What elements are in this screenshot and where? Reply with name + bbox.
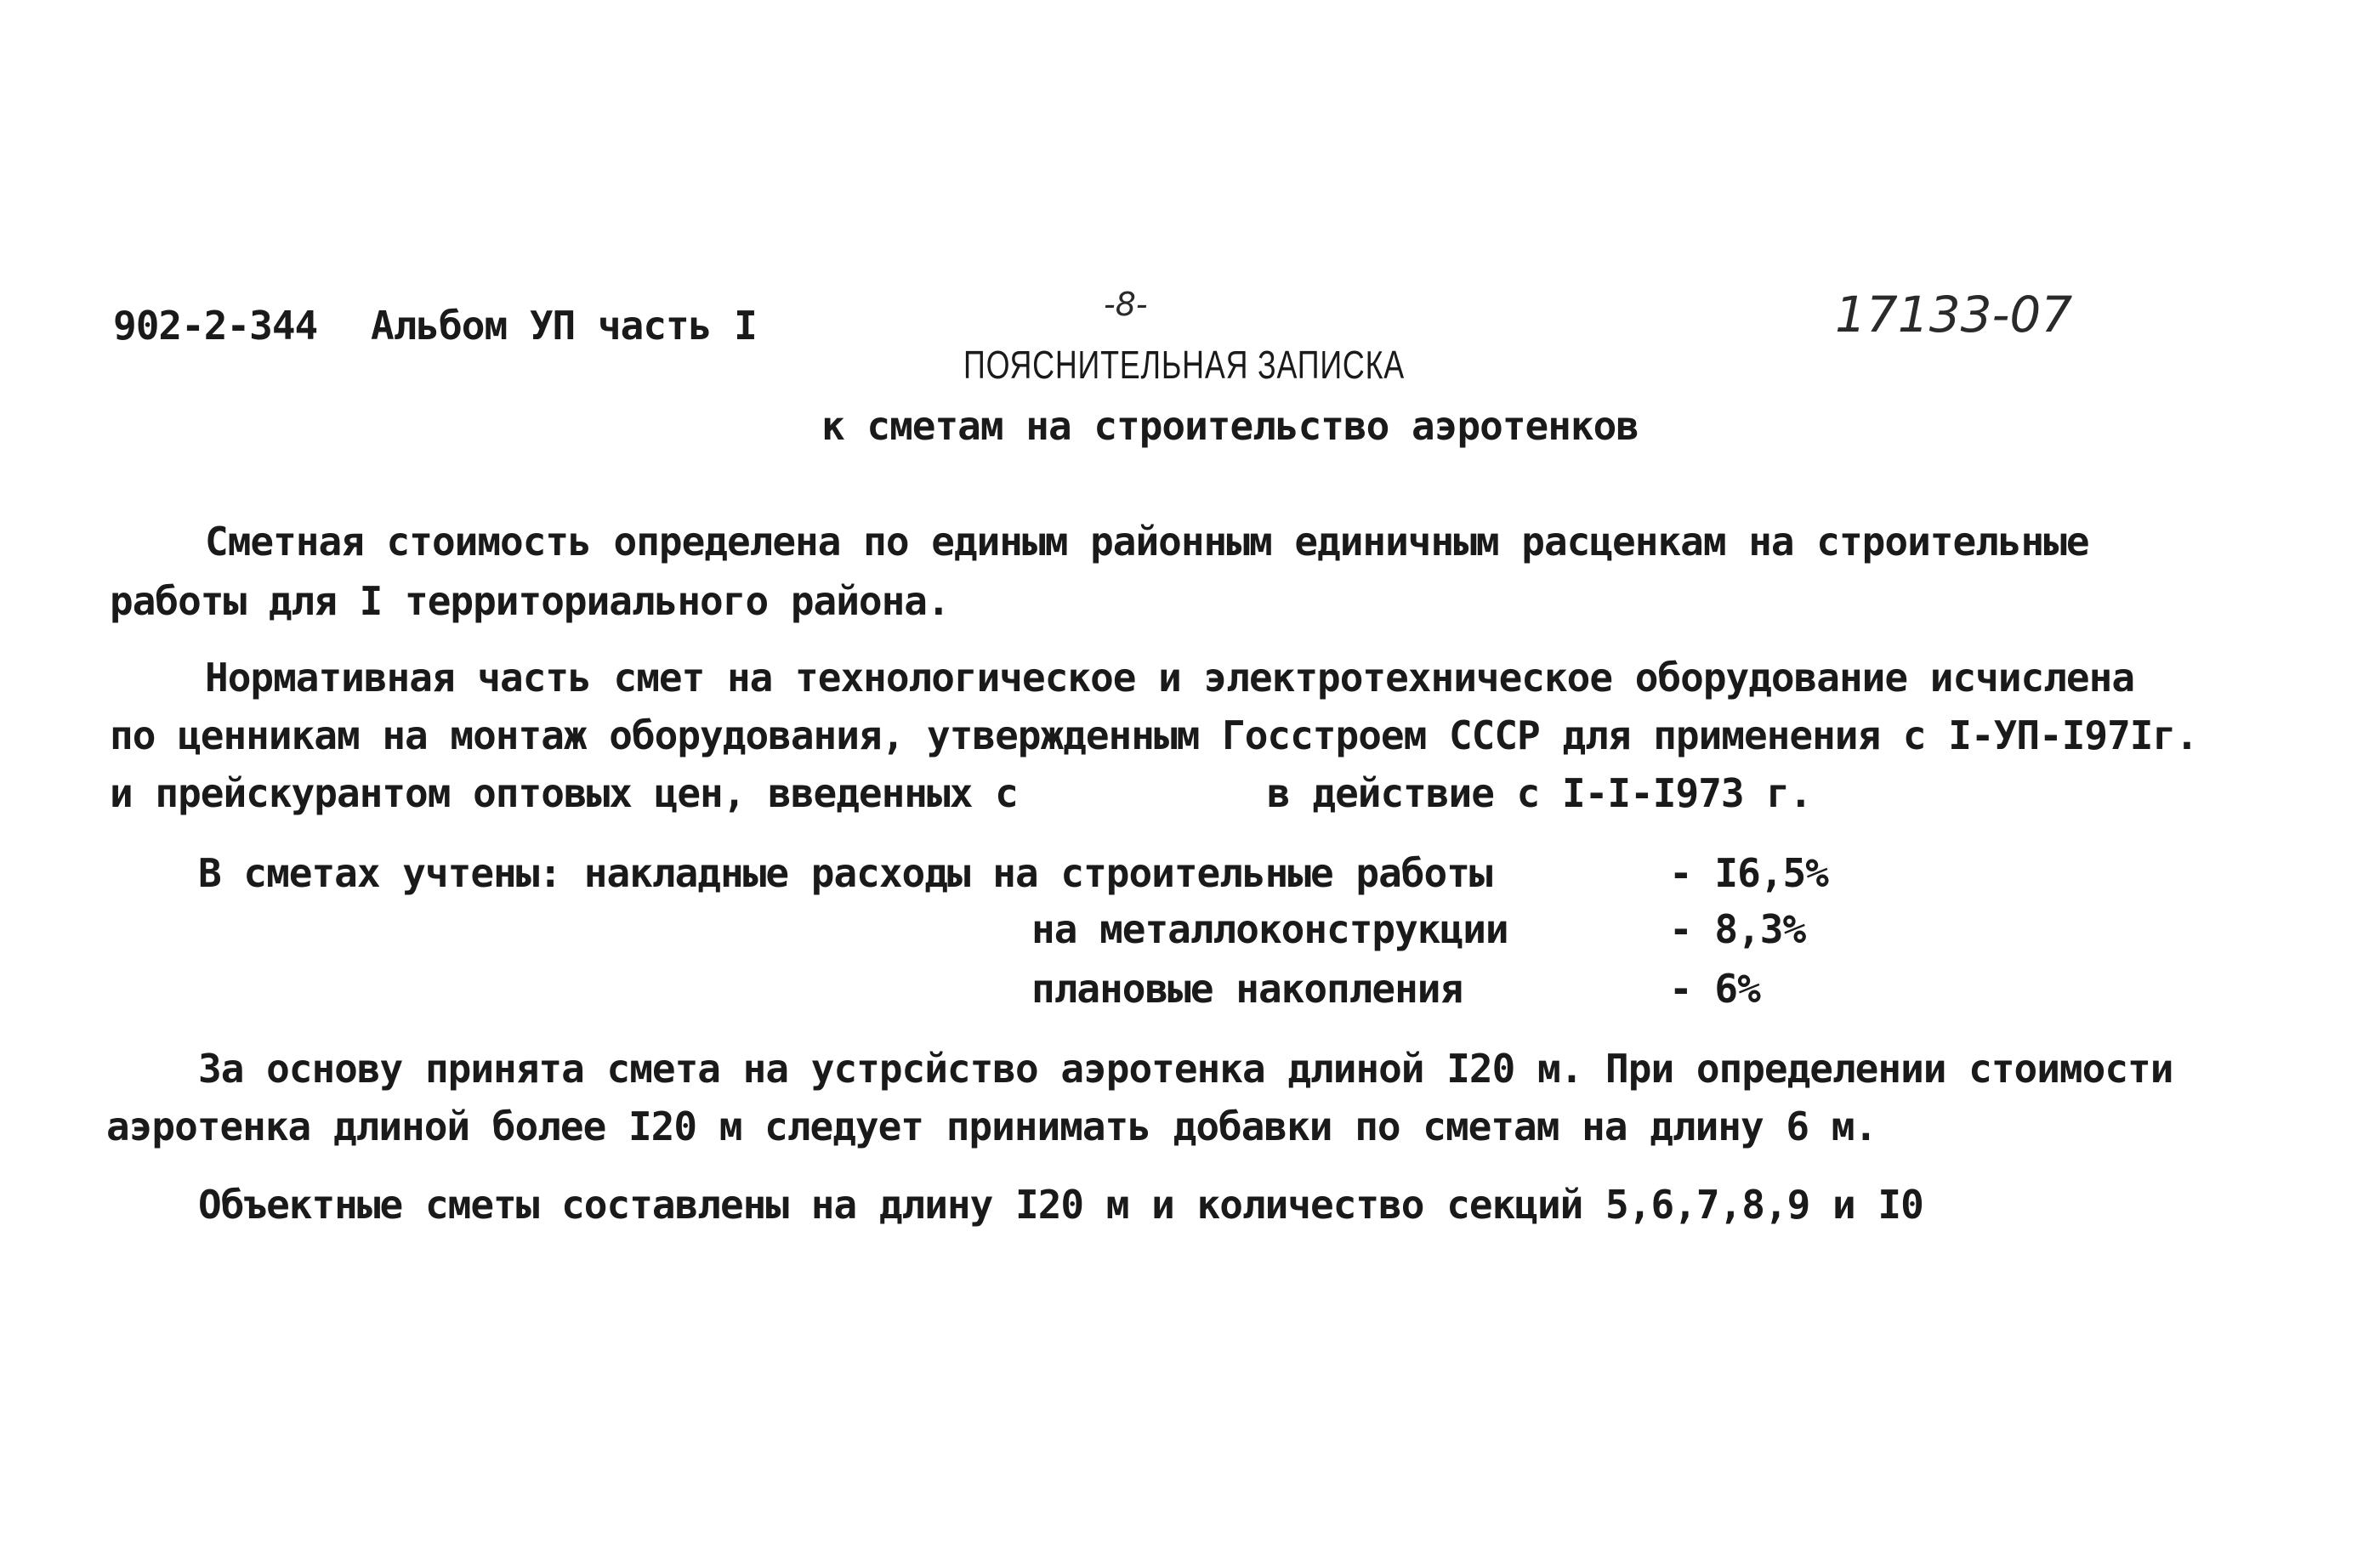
rate-label-savings: плановые накопления [1031, 966, 1463, 1012]
paragraph-1-line-1: Сметная стоимость определена по единым районным единичным расценкам на строительные [205, 519, 2089, 565]
rate-value-metal: - 8,3% [1669, 906, 1806, 952]
paragraph-2-line-2: по ценникам на монтаж оборудования, утвержденным Госстроем СССР для применения с I-УП-I97Iг. [110, 712, 2198, 758]
paragraph-4-line-1: Объектные сметы составлены на длину I20 м и количество секций 5,6,7,8,9 и I0 [198, 1182, 1923, 1228]
album-label: Альбом УП часть I [371, 303, 757, 349]
paragraph-3-line-2: аэротенка длиной более I20 м следует принимать добавки по сметам на длину 6 м. [106, 1104, 1877, 1149]
paragraph-3-line-1: За основу принята смета на устрсйство аэротенка длиной I20 м. При определении стоимости [198, 1046, 2173, 1092]
document-subtitle: к сметам на строительство аэротенков [821, 403, 1639, 449]
doc-number: 902-2-344 [113, 303, 318, 349]
paragraph-2-line-3b: в действие с I-I-I973 г. [1267, 770, 1812, 816]
page-number: -8- [1104, 286, 1148, 323]
paragraph-2-line-3a: и прейскурантом оптовых цен, введенных с [110, 770, 1018, 816]
rate-value-savings: - 6% [1669, 966, 1760, 1012]
rates-intro: В сметах учтены: накладные расходы на строительные работы [198, 850, 1492, 896]
rate-label-metal: на металлоконструкции [1031, 906, 1508, 952]
paragraph-2-line-1: Нормативная часть смет на технологическое и электротехническое оборудование исчислена [205, 655, 2135, 701]
paragraph-1-line-2: работы для I территориального района. [110, 578, 950, 624]
rate-value-construction: - I6,5% [1669, 850, 1828, 896]
document-title: ПОЯСНИТЕЛЬНАЯ ЗАПИСКА [963, 343, 1406, 387]
stamp-number: 17133-07 [1835, 286, 2073, 343]
